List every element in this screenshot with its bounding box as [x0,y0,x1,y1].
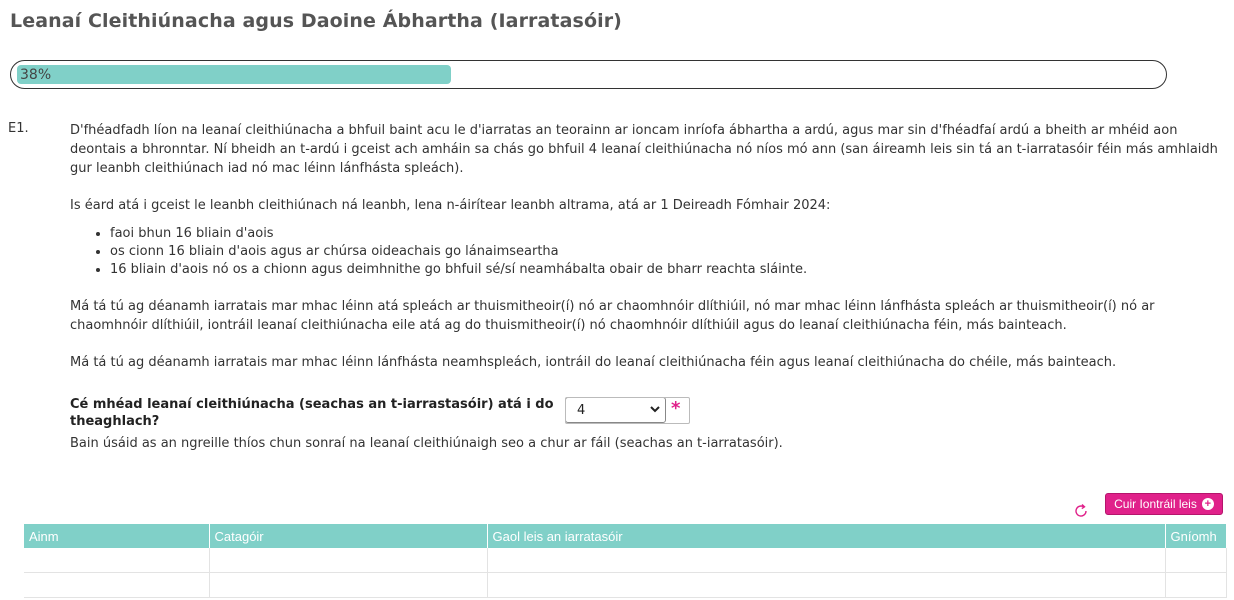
progress-label: 38% [20,67,52,83]
column-header-relationship[interactable]: Gaol leis an iarratasóir [487,524,1165,548]
column-header-category[interactable]: Catagóir [209,524,487,548]
table-row[interactable] [24,548,1226,573]
list-item: • 16 bliain d'aois nó os a chionn agus deimhnithe go bhfuil sé/sí neamhábalta obair de bharr reachta sláinte. [110,261,1230,279]
refresh-icon[interactable] [1073,503,1089,519]
plus-circle-icon: + [1202,498,1214,510]
dependents-grid [24,524,1227,598]
progress-fill [17,65,451,84]
required-marker: * [671,398,681,419]
help-text: Bain úsáid as an ngreille thíos chun sonraí na leanaí cleithiúnaigh seo a chur ar fáil (seachas an t-iarratasóir). [70,436,783,451]
selected-value: 4 [577,403,586,418]
grid-header-row [24,524,1226,548]
definition-paragraph: Is éard atá i gceist le leanbh cleithiúnach ná leanbh, lena n-áirítear leanbh altrama, atá ar 1 Deireadh Fómhair 2024: [70,198,831,213]
list-item: • faoi bhun 16 bliain d'aois [110,225,1230,243]
intro-paragraph: D'fhéadfadh líon na leanaí cleithiúnacha a bhfuil baint acu le d'iarratas an teorainn ar ioncam inríofa ábhartha a ardú, agus mar sin d'fhéadfaí ardú a bheith ar mhéid aon deontais a bhronntar. Ní bheidh an t-ardú i gceist ach amháin sa chás go bhfuil 4 leanaí cleithiúnacha nó níos mó ann (san áireamh leis sin tá an t-iarratasóir féin más amhlaidh gur leanbh cleithiúnach iad nó mac léinn lánfhásta spleách). [70,123,1218,176]
progress-bar [10,60,1167,89]
column-header-action[interactable]: Gníomh [1165,524,1226,548]
criteria-list [70,225,1230,279]
dependent-student-paragraph: Má tá tú ag déanamh iarratais mar mhac léinn atá spleách ar thuismitheoir(í) nó ar chaomhnóir dlíthiúil, nó mar mhac léinn lánfhásta spleách ar thuismitheoir(í) nó ar chaomhnóir dlíthiúil, iontráil leanaí cleithiúnacha eile atá ag do thuismitheoir(í) nó chaomhnóir dlíthiúil agus do leanaí cleithiúnacha féin, más bainteach. [70,299,1155,333]
add-entry-button[interactable] [1105,493,1223,515]
section-number: E1. [8,121,29,136]
question-label: Cé mhéad leanaí cleithiúnacha (seachas an t-iarrastasóir) atá i do theaghlach? [70,397,554,429]
page-title: Leanaí Cleithiúnacha agus Daoine Ábhartha (Iarratasóir) [10,10,622,32]
independent-student-paragraph: Má tá tú ag déanamh iarratais mar mhac léinn lánfhásta neamhspleách, iontráil do leanaí cleithiúnacha féin agus leanaí cleithiúnacha do chéile, más bainteach. [70,355,1117,370]
add-entry-label: Cuir Iontráil leis [1114,497,1197,511]
column-header-name[interactable]: Ainm [24,524,209,548]
list-item: • os cionn 16 bliain d'aois agus ar chúrsa oideachais go lánaimseartha [110,243,1230,261]
section-content [70,121,1230,372]
table-row[interactable] [24,573,1226,598]
